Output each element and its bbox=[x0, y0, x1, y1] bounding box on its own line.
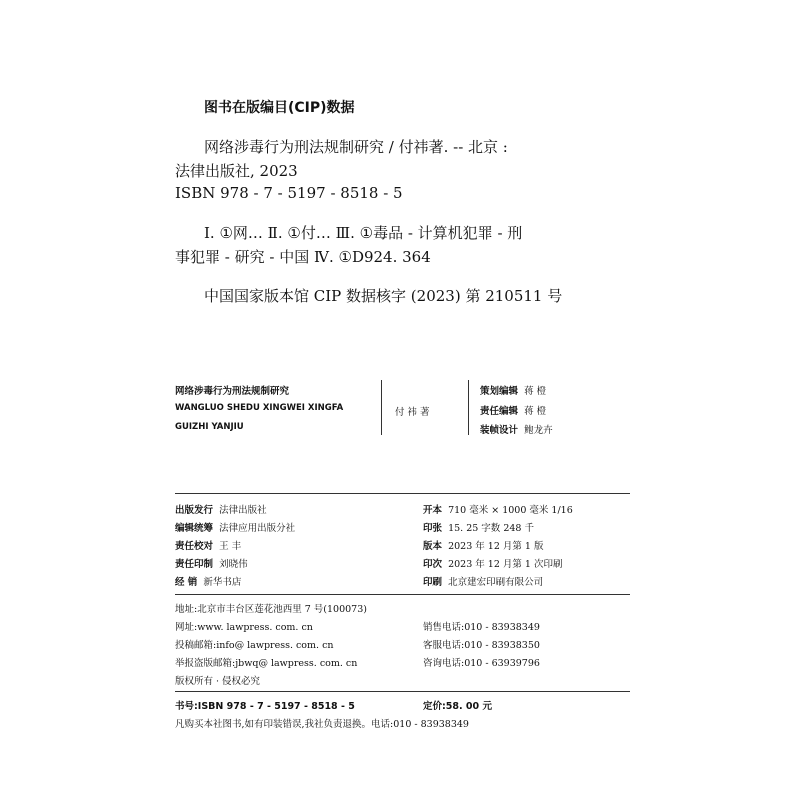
cip-classification-line-2: 事犯罪 - 研究 - 中国 Ⅳ. ①D924. 364 bbox=[175, 248, 431, 266]
publish-label: 编辑统筹 bbox=[175, 523, 214, 534]
publish-row bbox=[175, 556, 248, 570]
consult-phone: 咨询电话:010 - 63939796 bbox=[423, 658, 540, 669]
divider-vertical-2 bbox=[468, 380, 469, 435]
publish-label: 出版发行 bbox=[175, 505, 214, 516]
service-phone: 客服电话:010 - 83938350 bbox=[423, 640, 540, 651]
divider-vertical-1 bbox=[381, 380, 382, 435]
publish-value: 2023 年 12 月第 1 版 bbox=[448, 541, 544, 552]
publish-value: 15. 25 字数 248 千 bbox=[448, 523, 534, 534]
publisher-website[interactable]: 网址:www. lawpress. com. cn bbox=[175, 622, 313, 633]
cip-isbn-line: ISBN 978 - 7 - 5197 - 8518 - 5 bbox=[175, 184, 403, 202]
publish-label: 开本 bbox=[423, 505, 443, 516]
publish-value: 新华书店 bbox=[203, 577, 242, 588]
publish-value: 刘晓伟 bbox=[219, 559, 248, 570]
editor-row bbox=[480, 383, 546, 397]
publish-value: 法律出版社 bbox=[219, 505, 267, 516]
cip-publisher-line: 法律出版社, 2023 bbox=[175, 162, 298, 180]
publish-row bbox=[175, 502, 267, 516]
editor-name: 蒋 橙 bbox=[524, 406, 547, 417]
piracy-report-email[interactable]: 举报盗版邮箱:jbwq@ lawpress. com. cn bbox=[175, 658, 358, 669]
publisher-address: 地址:北京市丰台区莲花池西里 7 号(100073) bbox=[175, 604, 367, 615]
editor-name: 鲍龙卉 bbox=[524, 425, 553, 436]
submission-email[interactable]: 投稿邮箱:info@ lawpress. com. cn bbox=[175, 640, 334, 651]
publish-row bbox=[423, 538, 543, 552]
cip-record-number: 中国国家版本馆 CIP 数据核字 (2023) 第 210511 号 bbox=[204, 287, 563, 305]
publish-row bbox=[175, 574, 241, 588]
publish-row bbox=[423, 556, 562, 570]
divider-horizontal bbox=[175, 594, 630, 595]
publish-label: 责任校对 bbox=[175, 541, 214, 552]
book-price: 定价:58. 00 元 bbox=[423, 701, 492, 712]
publish-row bbox=[423, 520, 534, 534]
publish-row bbox=[175, 538, 241, 552]
editor-role: 策划编辑 bbox=[480, 386, 519, 397]
divider-horizontal bbox=[175, 691, 630, 692]
divider-horizontal bbox=[175, 493, 630, 494]
book-title-en-1: WANGLUO SHEDU XINGWEI XINGFA bbox=[175, 403, 344, 413]
publish-value: 北京建宏印刷有限公司 bbox=[448, 577, 544, 588]
book-author: 付 祎 著 bbox=[395, 407, 430, 418]
editor-row bbox=[480, 403, 546, 417]
return-notice: 凡购买本社图书,如有印装错误,我社负责退换。电话:010 - 83938349 bbox=[175, 719, 469, 730]
book-isbn: 书号:ISBN 978 - 7 - 5197 - 8518 - 5 bbox=[175, 701, 355, 712]
cip-title-line: 网络涉毒行为刑法规制研究 / 付祎著. -- 北京 : bbox=[204, 138, 508, 156]
publish-value: 710 毫米 × 1000 毫米 1/16 bbox=[448, 505, 573, 516]
cip-heading: 图书在版编目(CIP)数据 bbox=[204, 100, 355, 116]
publish-value: 法律应用出版分社 bbox=[219, 523, 296, 534]
publish-label: 责任印制 bbox=[175, 559, 214, 570]
publish-row bbox=[175, 520, 295, 534]
publish-label: 印刷 bbox=[423, 577, 443, 588]
publish-label: 印次 bbox=[423, 559, 443, 570]
book-title-cn: 网络涉毒行为刑法规制研究 bbox=[175, 386, 290, 397]
editor-role: 责任编辑 bbox=[480, 406, 519, 417]
editor-name: 蒋 橙 bbox=[524, 386, 547, 397]
editor-role: 装帧设计 bbox=[480, 425, 519, 436]
publish-label: 印张 bbox=[423, 523, 443, 534]
publish-label: 版本 bbox=[423, 541, 443, 552]
publish-value: 2023 年 12 月第 1 次印刷 bbox=[448, 559, 563, 570]
book-title-en-2: GUIZHI YANJIU bbox=[175, 422, 244, 432]
publish-row bbox=[423, 574, 543, 588]
publish-label: 经 销 bbox=[175, 577, 198, 588]
rights-notice: 版权所有 · 侵权必究 bbox=[175, 676, 261, 687]
editor-row bbox=[480, 422, 553, 436]
cip-classification-line-1: Ⅰ. ①网… Ⅱ. ①付… Ⅲ. ①毒品 - 计算机犯罪 - 刑 bbox=[204, 224, 523, 242]
publish-row bbox=[423, 502, 573, 516]
publish-value: 王 丰 bbox=[219, 541, 242, 552]
sales-phone: 销售电话:010 - 83938349 bbox=[423, 622, 540, 633]
